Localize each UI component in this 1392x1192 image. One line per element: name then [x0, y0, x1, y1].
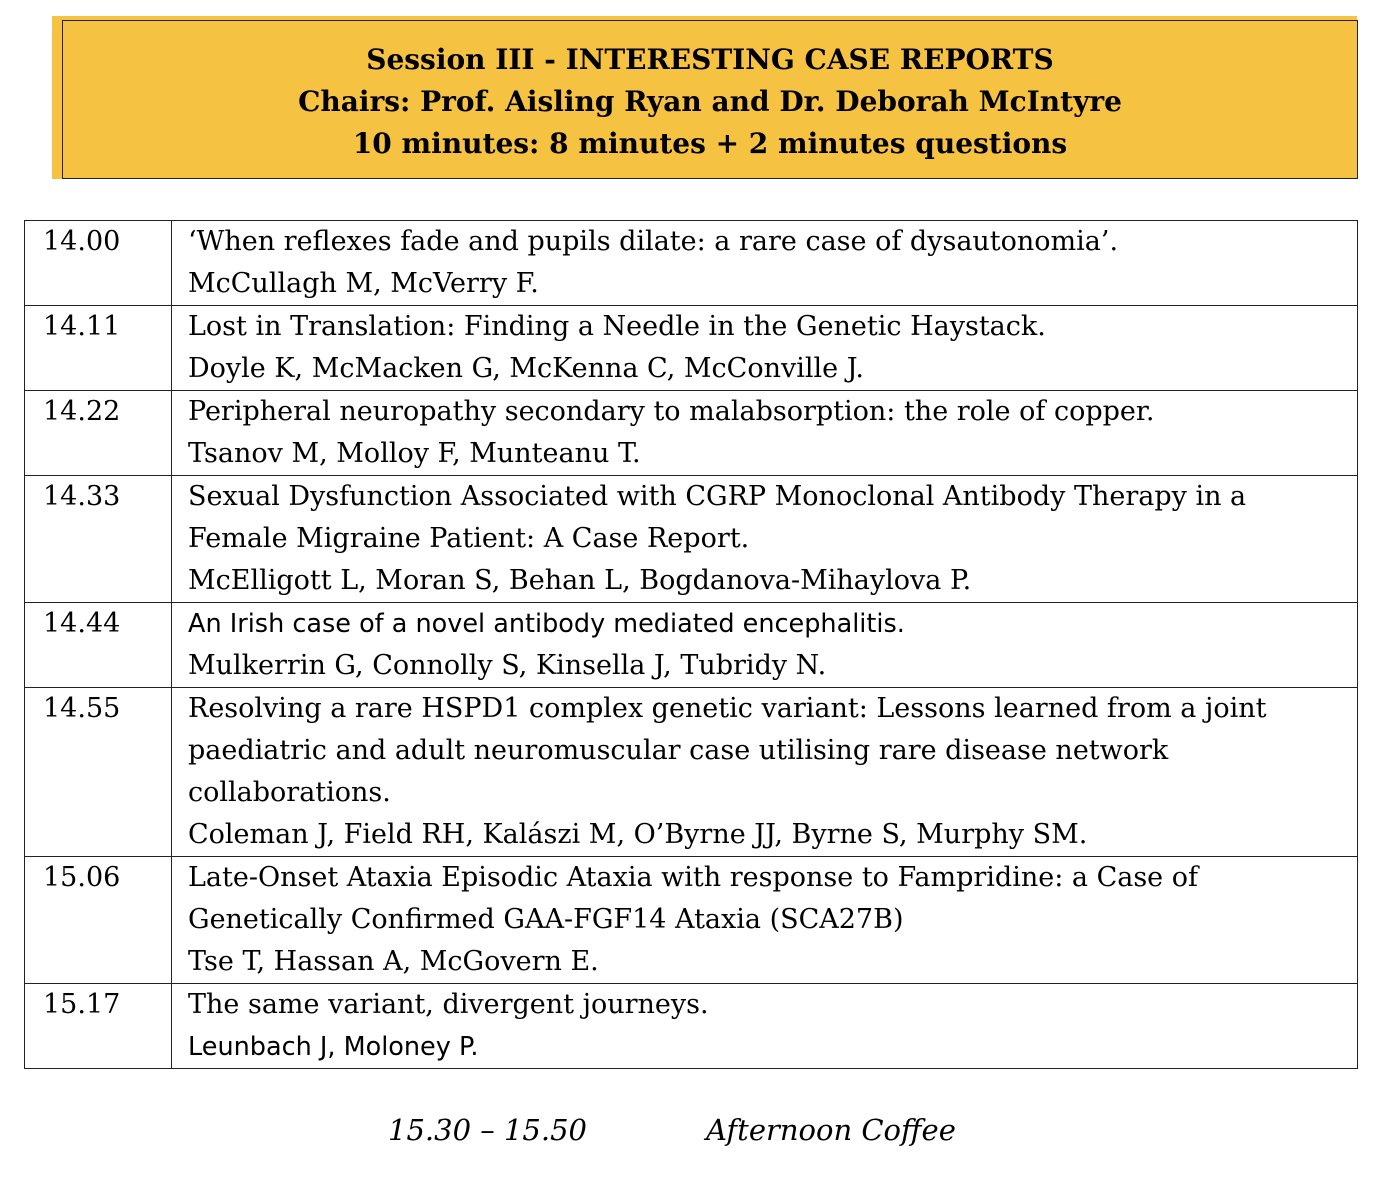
program-table [24, 220, 1358, 1069]
table-row [25, 984, 1358, 1069]
session-banner [62, 20, 1358, 179]
row-time: 14.11 [25, 306, 172, 391]
talk-title: Resolving a rare HSPD1 complex genetic variant: Lessons learned from a joint paediatric and adult neuromuscular case utilising rare disease network collaborations. [188, 693, 1267, 808]
row-time: 14.00 [25, 221, 172, 306]
row-content [172, 857, 1358, 984]
session-title: Session III - INTERESTING CASE REPORTS [366, 43, 1054, 76]
talk-authors: Leunbach J, Moloney P. [188, 1032, 479, 1062]
talk-title: An Irish case of a novel antibody mediated encephalitis. [188, 609, 905, 639]
talk-authors: Doyle K, McMacken G, McKenna C, McConville J. [188, 353, 865, 384]
row-time: 14.22 [25, 391, 172, 476]
talk-authors: Coleman J, Field RH, Kalászi M, O’Byrne JJ, Byrne S, Murphy SM. [188, 819, 1088, 850]
table-row [25, 688, 1358, 857]
row-time: 14.55 [25, 688, 172, 857]
talk-authors: Tsanov M, Molloy F, Munteanu T. [188, 438, 641, 469]
talk-authors: Mulkerrin G, Connolly S, Kinsella J, Tubridy N. [188, 650, 827, 681]
session-duration: 10 minutes: 8 minutes + 2 minutes questions [352, 127, 1068, 160]
table-row [25, 857, 1358, 984]
table-row [25, 391, 1358, 476]
row-content [172, 688, 1358, 857]
talk-title: Sexual Dysfunction Associated with CGRP Monoclonal Antibody Therapy in a Female Migraine Patient: A Case Report. [188, 481, 1247, 554]
table-row [25, 306, 1358, 391]
row-content [172, 476, 1358, 603]
talk-title: ‘When reflexes fade and pupils dilate: a rare case of dysautonomia’. [188, 226, 1119, 257]
talk-authors: McCullagh M, McVerry F. [188, 268, 539, 299]
talk-title: Late-Onset Ataxia Episodic Ataxia with response to Fampridine: a Case of Genetically Confirmed GAA-FGF14 Ataxia (SCA27B) [188, 862, 1198, 935]
row-content [172, 306, 1358, 391]
talk-title: Lost in Translation: Finding a Needle in the Genetic Haystack. [188, 311, 1046, 342]
talk-title: Peripheral neuropathy secondary to malabsorption: the role of copper. [188, 396, 1155, 427]
table-row [25, 221, 1358, 306]
talk-authors: Tse T, Hassan A, McGovern E. [188, 946, 599, 977]
row-time: 15.17 [25, 984, 172, 1069]
row-time: 15.06 [25, 857, 172, 984]
row-time: 14.33 [25, 476, 172, 603]
talk-title: The same variant, divergent journeys. [188, 989, 709, 1020]
row-content [172, 221, 1358, 306]
coffee-break-time: 15.30 – 15.50 [388, 1113, 587, 1147]
coffee-break-label: Afternoon Coffee [706, 1113, 956, 1147]
table-row [25, 603, 1358, 688]
session-chairs: Chairs: Prof. Aisling Ryan and Dr. Deborah McIntyre [298, 85, 1122, 118]
row-time: 14.44 [25, 603, 172, 688]
table-row [25, 476, 1358, 603]
row-content [172, 391, 1358, 476]
row-content [172, 603, 1358, 688]
talk-authors: McElligott L, Moran S, Behan L, Bogdanova-Mihaylova P. [188, 565, 972, 596]
row-content [172, 984, 1358, 1069]
